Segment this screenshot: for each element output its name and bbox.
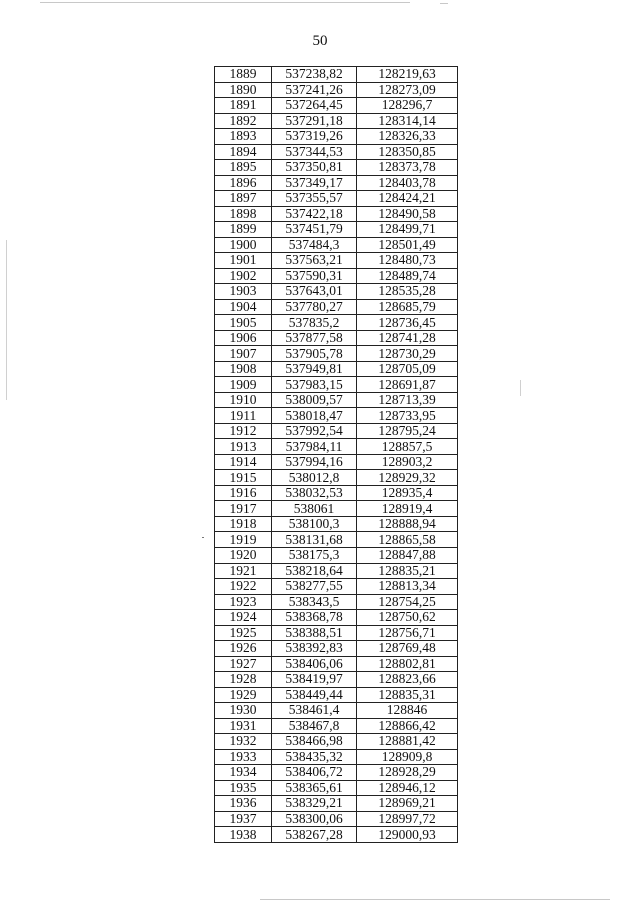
year-cell: 1923: [215, 594, 272, 610]
x-value-cell: 538012,8: [272, 470, 357, 486]
y-value-cell: 128929,32: [357, 470, 458, 486]
x-value-cell: 538449,44: [272, 687, 357, 703]
table-row: [215, 641, 458, 657]
table-row: [215, 610, 458, 626]
x-value-cell: 537949,81: [272, 361, 357, 377]
year-cell: 1891: [215, 98, 272, 114]
y-value-cell: 128888,94: [357, 516, 458, 532]
year-cell: 1936: [215, 796, 272, 812]
year-cell: 1899: [215, 222, 272, 238]
table-row: [215, 827, 458, 843]
x-value-cell: 537350,81: [272, 160, 357, 176]
x-value-cell: 538300,06: [272, 811, 357, 827]
x-value-cell: 538388,51: [272, 625, 357, 641]
x-value-cell: 537238,82: [272, 67, 357, 83]
x-value-cell: 537563,21: [272, 253, 357, 269]
y-value-cell: 128847,88: [357, 547, 458, 563]
y-value-cell: 128881,42: [357, 734, 458, 750]
y-value-cell: 128373,78: [357, 160, 458, 176]
table-row: [215, 253, 458, 269]
year-cell: 1896: [215, 175, 272, 191]
y-value-cell: 128935,4: [357, 485, 458, 501]
y-value-cell: 128750,62: [357, 610, 458, 626]
year-cell: 1935: [215, 780, 272, 796]
x-value-cell: 537780,27: [272, 299, 357, 315]
y-value-cell: 128866,42: [357, 718, 458, 734]
table-row: [215, 222, 458, 238]
year-cell: 1898: [215, 206, 272, 222]
table-row: [215, 144, 458, 160]
year-cell: 1909: [215, 377, 272, 393]
y-value-cell: 128501,49: [357, 237, 458, 253]
x-value-cell: 537349,17: [272, 175, 357, 191]
table-row: [215, 656, 458, 672]
y-value-cell: 128314,14: [357, 113, 458, 129]
table-row: [215, 672, 458, 688]
year-cell: 1892: [215, 113, 272, 129]
year-cell: 1904: [215, 299, 272, 315]
table-row: [215, 594, 458, 610]
year-cell: 1938: [215, 827, 272, 843]
year-cell: 1912: [215, 423, 272, 439]
x-value-cell: 538175,3: [272, 547, 357, 563]
x-value-cell: 538100,3: [272, 516, 357, 532]
year-cell: 1913: [215, 439, 272, 455]
year-cell: 1921: [215, 563, 272, 579]
table-row: [215, 330, 458, 346]
y-value-cell: 128685,79: [357, 299, 458, 315]
scan-artifact-line: [6, 240, 7, 400]
x-value-cell: 537422,18: [272, 206, 357, 222]
x-value-cell: 538032,53: [272, 485, 357, 501]
x-value-cell: 537451,79: [272, 222, 357, 238]
table-row: [215, 408, 458, 424]
table-row: [215, 765, 458, 781]
x-value-cell: 538009,57: [272, 392, 357, 408]
year-cell: 1929: [215, 687, 272, 703]
y-value-cell: 128219,63: [357, 67, 458, 83]
x-value-cell: 538267,28: [272, 827, 357, 843]
x-value-cell: 537344,53: [272, 144, 357, 160]
table-row: [215, 547, 458, 563]
year-cell: 1894: [215, 144, 272, 160]
table-row: [215, 811, 458, 827]
table-row: [215, 703, 458, 719]
y-value-cell: 128403,78: [357, 175, 458, 191]
year-cell: 1907: [215, 346, 272, 362]
y-value-cell: 128969,21: [357, 796, 458, 812]
year-cell: 1920: [215, 547, 272, 563]
table-row: [215, 485, 458, 501]
table-row: [215, 439, 458, 455]
table-row: [215, 734, 458, 750]
x-value-cell: 537643,01: [272, 284, 357, 300]
y-value-cell: 128857,5: [357, 439, 458, 455]
table-row: [215, 299, 458, 315]
y-value-cell: 128754,25: [357, 594, 458, 610]
table-row: [215, 532, 458, 548]
x-value-cell: 538466,98: [272, 734, 357, 750]
table-row: [215, 361, 458, 377]
year-cell: 1919: [215, 532, 272, 548]
y-value-cell: 128795,24: [357, 423, 458, 439]
scan-artifact-line: [260, 899, 610, 900]
year-cell: 1934: [215, 765, 272, 781]
table-row: [215, 516, 458, 532]
year-cell: 1932: [215, 734, 272, 750]
y-value-cell: 128273,09: [357, 82, 458, 98]
year-cell: 1927: [215, 656, 272, 672]
y-value-cell: 128946,12: [357, 780, 458, 796]
x-value-cell: 538467,8: [272, 718, 357, 734]
y-value-cell: 128928,29: [357, 765, 458, 781]
x-value-cell: 538277,55: [272, 579, 357, 595]
table-row: [215, 268, 458, 284]
year-cell: 1916: [215, 485, 272, 501]
table-row: [215, 501, 458, 517]
y-value-cell: 128480,73: [357, 253, 458, 269]
scan-speck: [202, 537, 204, 538]
x-value-cell: 537291,18: [272, 113, 357, 129]
table-row: [215, 346, 458, 362]
year-cell: 1910: [215, 392, 272, 408]
x-value-cell: 538218,64: [272, 563, 357, 579]
year-cell: 1924: [215, 610, 272, 626]
year-cell: 1902: [215, 268, 272, 284]
year-cell: 1931: [215, 718, 272, 734]
coordinate-table: [214, 66, 458, 843]
year-cell: 1897: [215, 191, 272, 207]
table-row: [215, 98, 458, 114]
table-row: [215, 175, 458, 191]
y-value-cell: 128296,7: [357, 98, 458, 114]
year-cell: 1914: [215, 454, 272, 470]
x-value-cell: 538392,83: [272, 641, 357, 657]
x-value-cell: 537983,15: [272, 377, 357, 393]
y-value-cell: 128802,81: [357, 656, 458, 672]
x-value-cell: 537877,58: [272, 330, 357, 346]
y-value-cell: 128490,58: [357, 206, 458, 222]
x-value-cell: 538435,32: [272, 749, 357, 765]
y-value-cell: 129000,93: [357, 827, 458, 843]
x-value-cell: 538406,72: [272, 765, 357, 781]
y-value-cell: 128691,87: [357, 377, 458, 393]
table-row: [215, 749, 458, 765]
scan-artifact-line: [40, 2, 410, 3]
x-value-cell: 537484,3: [272, 237, 357, 253]
y-value-cell: 128326,33: [357, 129, 458, 145]
x-value-cell: 537241,26: [272, 82, 357, 98]
year-cell: 1906: [215, 330, 272, 346]
x-value-cell: 538061: [272, 501, 357, 517]
y-value-cell: 128499,71: [357, 222, 458, 238]
x-value-cell: 538406,06: [272, 656, 357, 672]
x-value-cell: 538368,78: [272, 610, 357, 626]
year-cell: 1889: [215, 67, 272, 83]
year-cell: 1928: [215, 672, 272, 688]
y-value-cell: 128535,28: [357, 284, 458, 300]
y-value-cell: 128705,09: [357, 361, 458, 377]
year-cell: 1918: [215, 516, 272, 532]
y-value-cell: 128424,21: [357, 191, 458, 207]
coordinate-table-body: [215, 67, 458, 843]
table-row: [215, 206, 458, 222]
table-row: [215, 718, 458, 734]
table-row: [215, 454, 458, 470]
year-cell: 1917: [215, 501, 272, 517]
table-row: [215, 470, 458, 486]
x-value-cell: 537835,2: [272, 315, 357, 331]
year-cell: 1893: [215, 129, 272, 145]
table-row: [215, 579, 458, 595]
year-cell: 1915: [215, 470, 272, 486]
y-value-cell: 128730,29: [357, 346, 458, 362]
year-cell: 1900: [215, 237, 272, 253]
year-cell: 1930: [215, 703, 272, 719]
x-value-cell: 538018,47: [272, 408, 357, 424]
table-row: [215, 82, 458, 98]
y-value-cell: 128489,74: [357, 268, 458, 284]
year-cell: 1908: [215, 361, 272, 377]
year-cell: 1903: [215, 284, 272, 300]
table-row: [215, 563, 458, 579]
x-value-cell: 538365,61: [272, 780, 357, 796]
y-value-cell: 128350,85: [357, 144, 458, 160]
year-cell: 1895: [215, 160, 272, 176]
year-cell: 1901: [215, 253, 272, 269]
y-value-cell: 128741,28: [357, 330, 458, 346]
table-row: [215, 191, 458, 207]
table-row: [215, 423, 458, 439]
scan-artifact-line: [520, 380, 521, 396]
x-value-cell: 537590,31: [272, 268, 357, 284]
x-value-cell: 537984,11: [272, 439, 357, 455]
table-row: [215, 160, 458, 176]
y-value-cell: 128835,21: [357, 563, 458, 579]
table-row: [215, 796, 458, 812]
y-value-cell: 128909,8: [357, 749, 458, 765]
y-value-cell: 128835,31: [357, 687, 458, 703]
x-value-cell: 538329,21: [272, 796, 357, 812]
table-row: [215, 129, 458, 145]
y-value-cell: 128756,71: [357, 625, 458, 641]
y-value-cell: 128846: [357, 703, 458, 719]
y-value-cell: 128813,34: [357, 579, 458, 595]
table-row: [215, 780, 458, 796]
year-cell: 1933: [215, 749, 272, 765]
table-row: [215, 687, 458, 703]
y-value-cell: 128919,4: [357, 501, 458, 517]
y-value-cell: 128769,48: [357, 641, 458, 657]
y-value-cell: 128823,66: [357, 672, 458, 688]
x-value-cell: 538419,97: [272, 672, 357, 688]
x-value-cell: 537994,16: [272, 454, 357, 470]
y-value-cell: 128865,58: [357, 532, 458, 548]
y-value-cell: 128997,72: [357, 811, 458, 827]
y-value-cell: 128733,95: [357, 408, 458, 424]
x-value-cell: 537319,26: [272, 129, 357, 145]
year-cell: 1911: [215, 408, 272, 424]
scan-artifact-line: [440, 3, 448, 4]
year-cell: 1890: [215, 82, 272, 98]
page-number: 50: [312, 33, 328, 49]
x-value-cell: 537355,57: [272, 191, 357, 207]
x-value-cell: 538131,68: [272, 532, 357, 548]
table-row: [215, 315, 458, 331]
table-row: [215, 237, 458, 253]
x-value-cell: 537264,45: [272, 98, 357, 114]
table-row: [215, 377, 458, 393]
y-value-cell: 128903,2: [357, 454, 458, 470]
year-cell: 1922: [215, 579, 272, 595]
x-value-cell: 538343,5: [272, 594, 357, 610]
table-row: [215, 392, 458, 408]
table-row: [215, 625, 458, 641]
table-row: [215, 67, 458, 83]
table-row: [215, 284, 458, 300]
year-cell: 1926: [215, 641, 272, 657]
y-value-cell: 128713,39: [357, 392, 458, 408]
year-cell: 1925: [215, 625, 272, 641]
table-row: [215, 113, 458, 129]
x-value-cell: 537992,54: [272, 423, 357, 439]
year-cell: 1905: [215, 315, 272, 331]
y-value-cell: 128736,45: [357, 315, 458, 331]
year-cell: 1937: [215, 811, 272, 827]
x-value-cell: 537905,78: [272, 346, 357, 362]
x-value-cell: 538461,4: [272, 703, 357, 719]
